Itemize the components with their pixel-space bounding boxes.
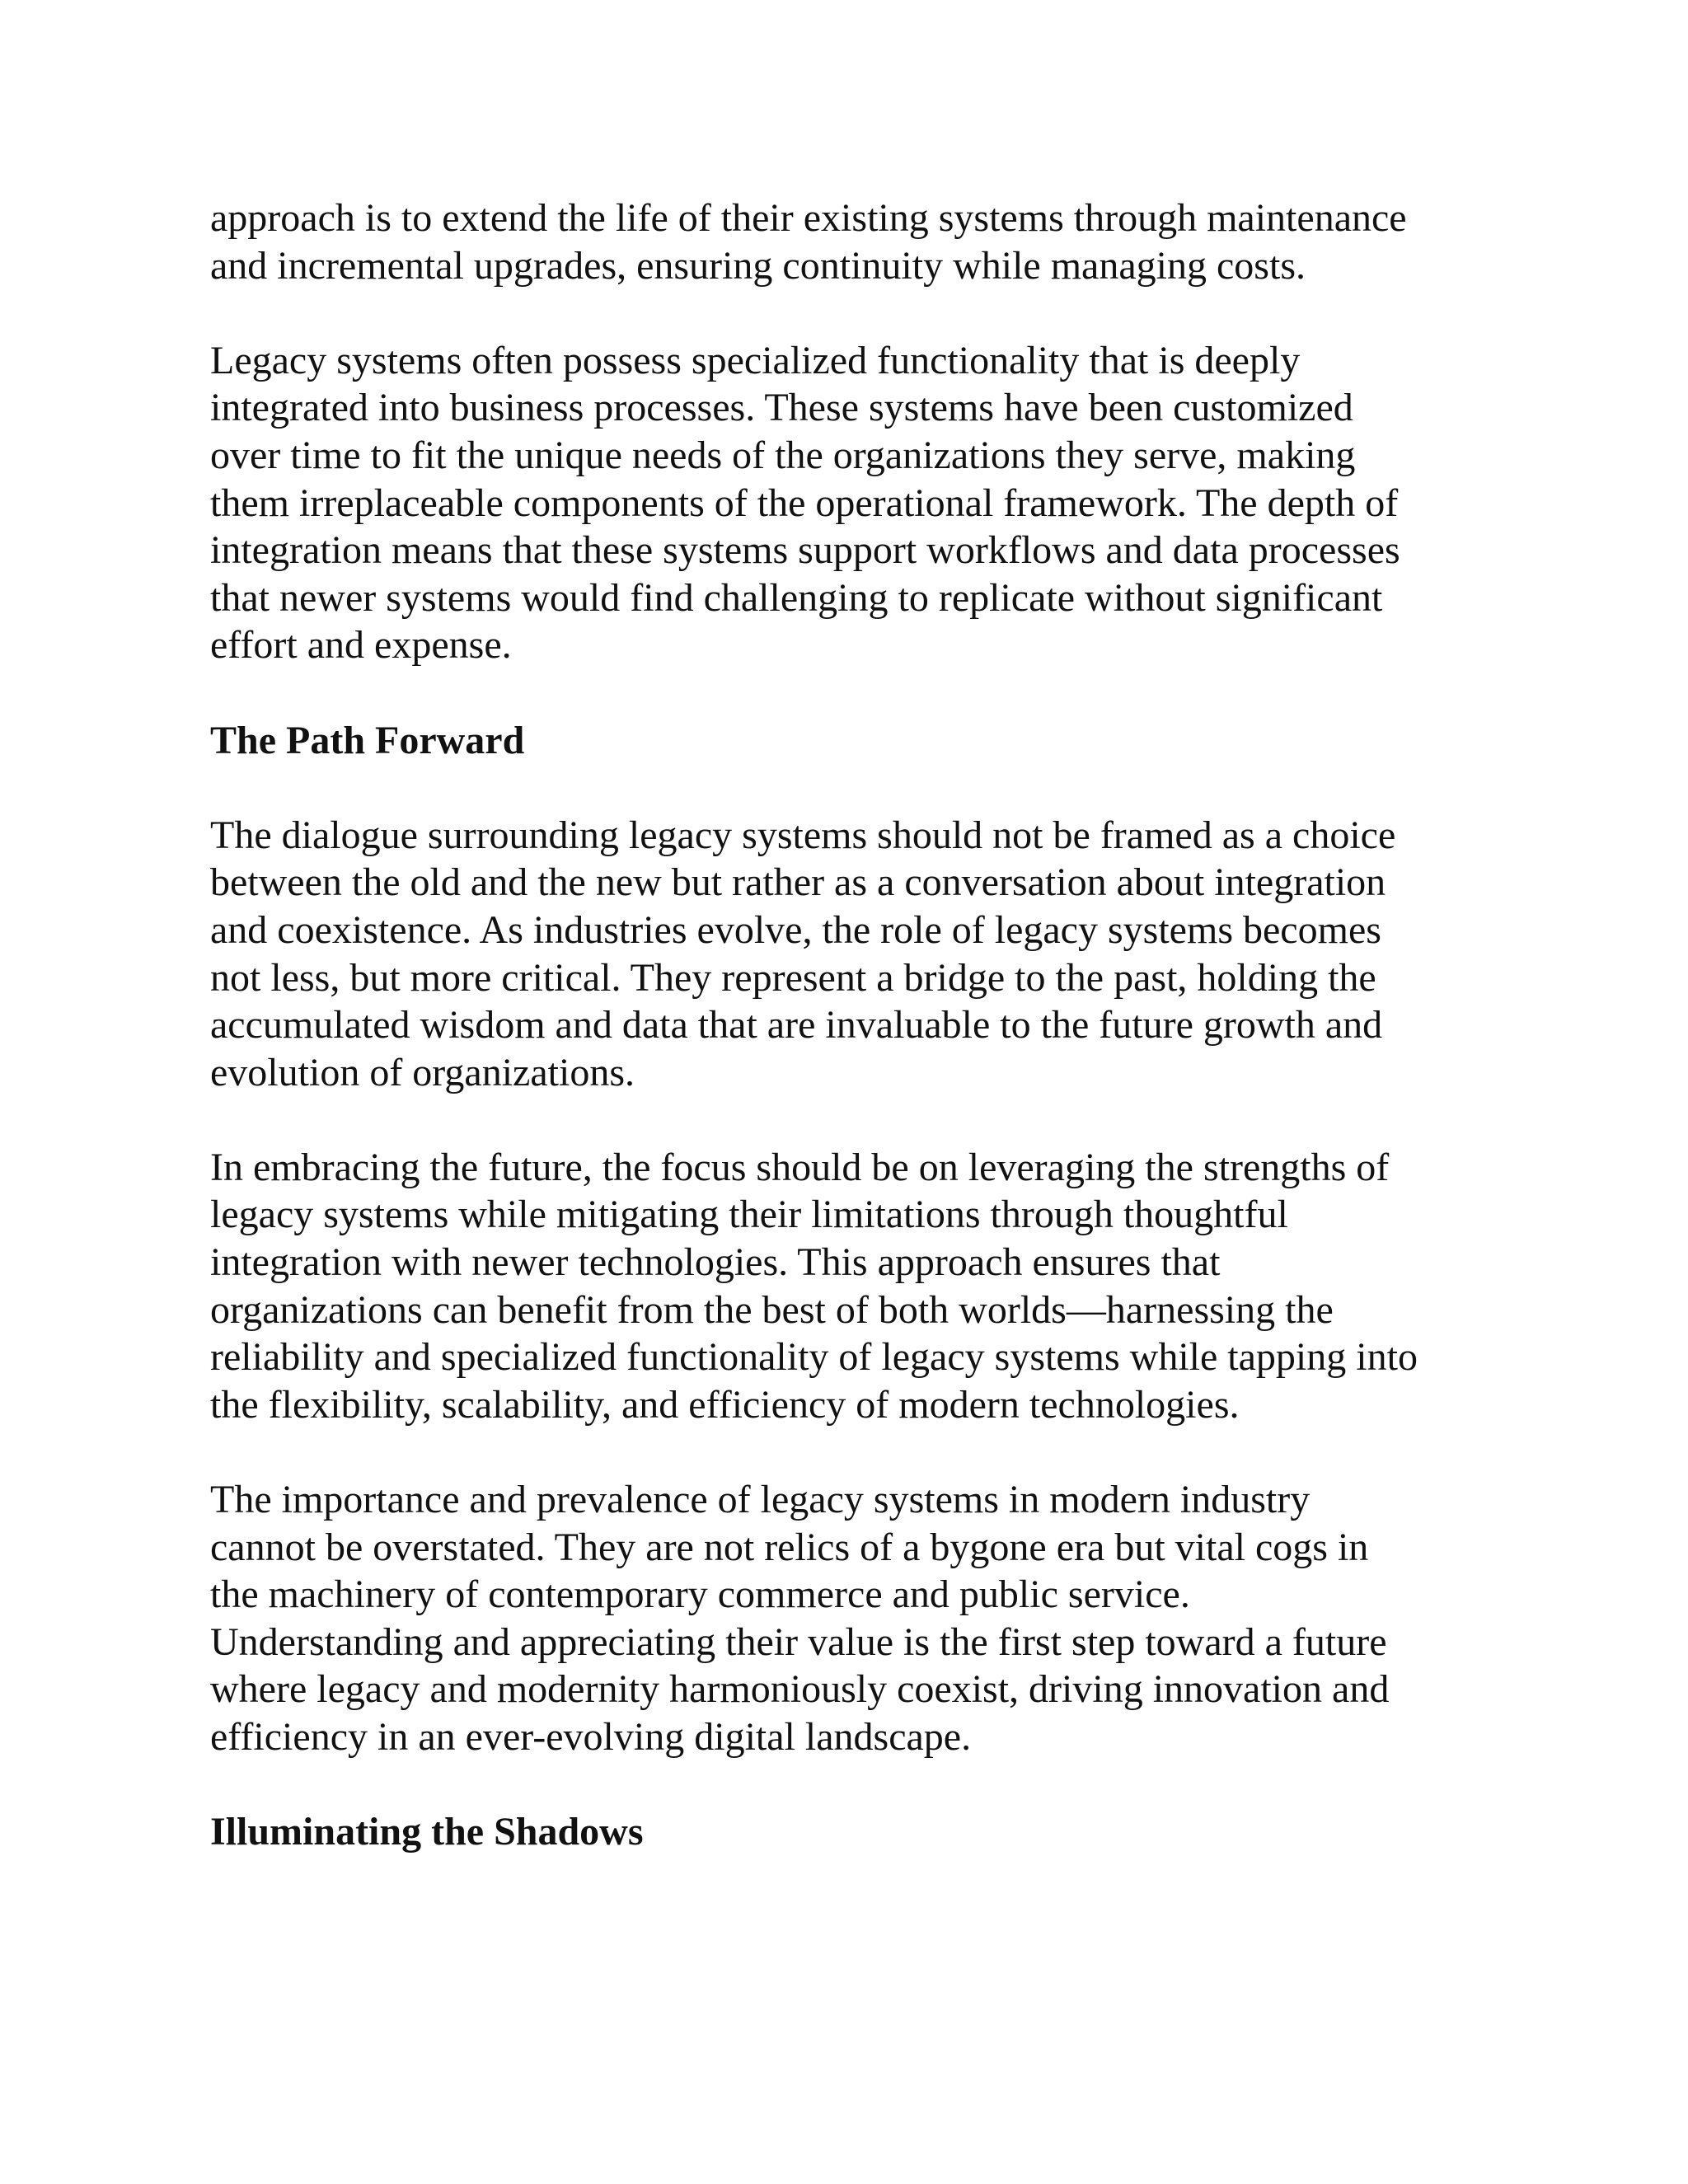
section-heading [210, 717, 1496, 765]
text-line: The dialogue surrounding legacy systems should not be framed as a choice [210, 813, 1396, 857]
paragraph-continuation [210, 194, 1496, 289]
text-line: cannot be overstated. They are not relics of a bygone era but vital cogs in [210, 1525, 1369, 1569]
text-line: between the old and the new but rather as a conversation about integration [210, 860, 1386, 905]
text-line: not less, but more critical. They represent a bridge to the past, holding the [210, 955, 1376, 1000]
text-line: where legacy and modernity harmoniously coexist, driving innovation and [210, 1667, 1390, 1712]
text-line: efficiency in an ever-evolving digital landscape. [210, 1715, 972, 1759]
text-line: reliability and specialized functionality of legacy systems while tapping into [210, 1335, 1418, 1380]
text-line: Legacy systems often possess specialized functionality that is deeply [210, 338, 1301, 382]
paragraph-dialogue [210, 812, 1496, 1097]
text-line: accumulated wisdom and data that are invaluable to the future growth and [210, 1003, 1383, 1047]
text-line: that newer systems would find challenging to replicate without significant [210, 575, 1383, 620]
text-line: integration means that these systems support workflows and data processes [210, 528, 1400, 573]
text-line: them irreplaceable components of the operational framework. The depth of [210, 480, 1399, 525]
section-heading [210, 1808, 1496, 1856]
text-line: organizations can benefit from the best of both worlds—harnessing the [210, 1287, 1334, 1332]
text-line: and incremental upgrades, ensuring continuity while managing costs. [210, 243, 1306, 288]
heading-text: The Path Forward [210, 718, 525, 762]
text-line: integration with newer technologies. This approach ensures that [210, 1240, 1221, 1285]
text-line: and coexistence. As industries evolve, the role of legacy systems becomes [210, 907, 1381, 952]
text-line: over time to fit the unique needs of the organizations they serve, making [210, 433, 1356, 477]
paragraph-embracing-future [210, 1144, 1496, 1429]
paragraph-legacy-functionality [210, 337, 1496, 669]
text-line: the flexibility, scalability, and efficiency of modern technologies. [210, 1382, 1240, 1427]
text-line: The importance and prevalence of legacy systems in modern industry [210, 1478, 1311, 1522]
paragraph-importance [210, 1476, 1496, 1761]
text-line: legacy systems while mitigating their limitations through thoughtful [210, 1193, 1288, 1237]
text-line: evolution of organizations. [210, 1050, 635, 1094]
text-line: Understanding and appreciating their value is the first step toward a future [210, 1619, 1387, 1664]
text-line: effort and expense. [210, 623, 512, 668]
text-line: In embracing the future, the focus should be on leveraging the strengths of [210, 1145, 1390, 1189]
document-body [210, 194, 1496, 1903]
text-line: approach is to extend the life of their existing systems through maintenance [210, 196, 1407, 240]
text-line: the machinery of contemporary commerce and public service. [210, 1572, 1190, 1617]
text-line: integrated into business processes. These systems have been customized [210, 386, 1353, 430]
heading-text: Illuminating the Shadows [210, 1810, 644, 1854]
